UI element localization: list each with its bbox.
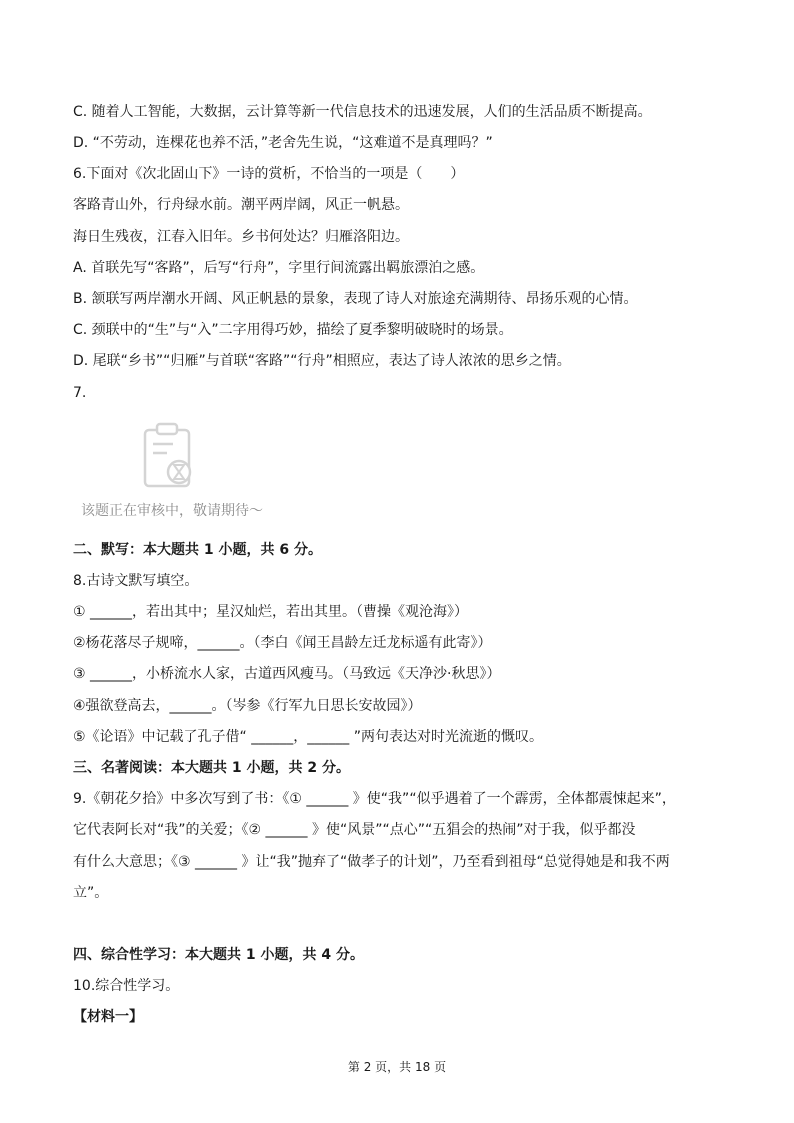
option-d-q6: D. 尾联“乡书”“归雁”与首联“客路”“行舟”相照应，表达了诗人浓浓的思乡之情。 xyxy=(73,353,571,369)
fill-item-2: ②杨花落尽子规啼，______。（李白《闻王昌龄左迁龙标遥有此寄》） xyxy=(73,635,492,651)
pending-review-block xyxy=(73,420,273,520)
page-footer: 第 2 页，共 18 页 xyxy=(347,1060,447,1074)
option-c-q5: C. 随着人工智能，大数据，云计算等新一代信息技术的迅速发展，人们的生活品质不断提高。 xyxy=(73,104,652,120)
question-6-title: 6.下面对《次北固山下》一诗的赏析，不恰当的一项是（ ） xyxy=(73,166,465,182)
question-8-title: 8.古诗文默写填空。 xyxy=(73,573,199,589)
pending-review-text: 该题正在审核中，敬请期待～ xyxy=(81,503,263,519)
fill-item-1: ① ______，若出其中；星汉灿烂，若出其里。（曹操《观沧海》） xyxy=(73,604,468,620)
option-c-q6: C. 颈联中的“生”与“入”二字用得巧妙，描绘了夏季黎明破晓时的场景。 xyxy=(73,322,513,338)
section-2-heading: 二、默写：本大题共 1 小题，共 6 分。 xyxy=(73,542,322,558)
question-9-line-3: 有什么大意思；《③ ______ 》让“我”抛弃了“做孝子的计划”，乃至看到祖母“总觉得她是和我不两 xyxy=(73,854,670,870)
option-a-q6: A. 首联先写“客路”，后写“行舟”，字里行间流露出羁旅漂泊之感。 xyxy=(73,260,485,276)
fill-item-3: ③ ______，小桥流水人家，古道西风瘦马。（马致远《天净沙·秋思》） xyxy=(73,666,501,682)
material-1-label: 【材料一】 xyxy=(73,1009,143,1025)
poem-line-1: 客路青山外，行舟绿水前。潮平两岸阔，风正一帆悬。 xyxy=(73,197,409,213)
fill-item-5: ⑤《论语》中记载了孔子借“ ______，______ ”两句表达对时光流逝的慨叹。 xyxy=(73,729,543,745)
question-9-line-2: 它代表阿长对“我”的关爱；《② ______ 》使“风景”“点心”“五猖会的热闹”对于我，似乎都没 xyxy=(73,822,636,838)
question-9-line-4: 立”。 xyxy=(73,885,109,901)
question-7-title: 7. xyxy=(73,385,87,401)
question-9-line-1: 9.《朝花夕拾》中多次写到了书：《① ______ 》使“我”“似乎遇着了一个霹雳，全体都震悚起来”， xyxy=(73,791,676,807)
section-4-heading: 四、综合性学习：本大题共 1 小题，共 4 分。 xyxy=(73,947,364,963)
poem-line-2: 海日生残夜，江春入旧年。乡书何处达？归雁洛阳边。 xyxy=(73,229,409,245)
section-3-heading: 三、名著阅读：本大题共 1 小题，共 2 分。 xyxy=(73,760,350,776)
question-10-title: 10.综合性学习。 xyxy=(73,978,180,994)
clipboard-hourglass-icon xyxy=(137,420,197,490)
fill-item-4: ④强欲登高去，______。（岑参《行军九日思长安故园》） xyxy=(73,698,422,714)
option-b-q6: B. 颔联写两岸潮水开阔、风正帆悬的景象，表现了诗人对旅途充满期待、昂扬乐观的心情。 xyxy=(73,291,638,307)
option-d-q5: D. “不劳动，连棵花也养不活，”老舍先生说，“这难道不是真理吗？” xyxy=(73,135,493,151)
